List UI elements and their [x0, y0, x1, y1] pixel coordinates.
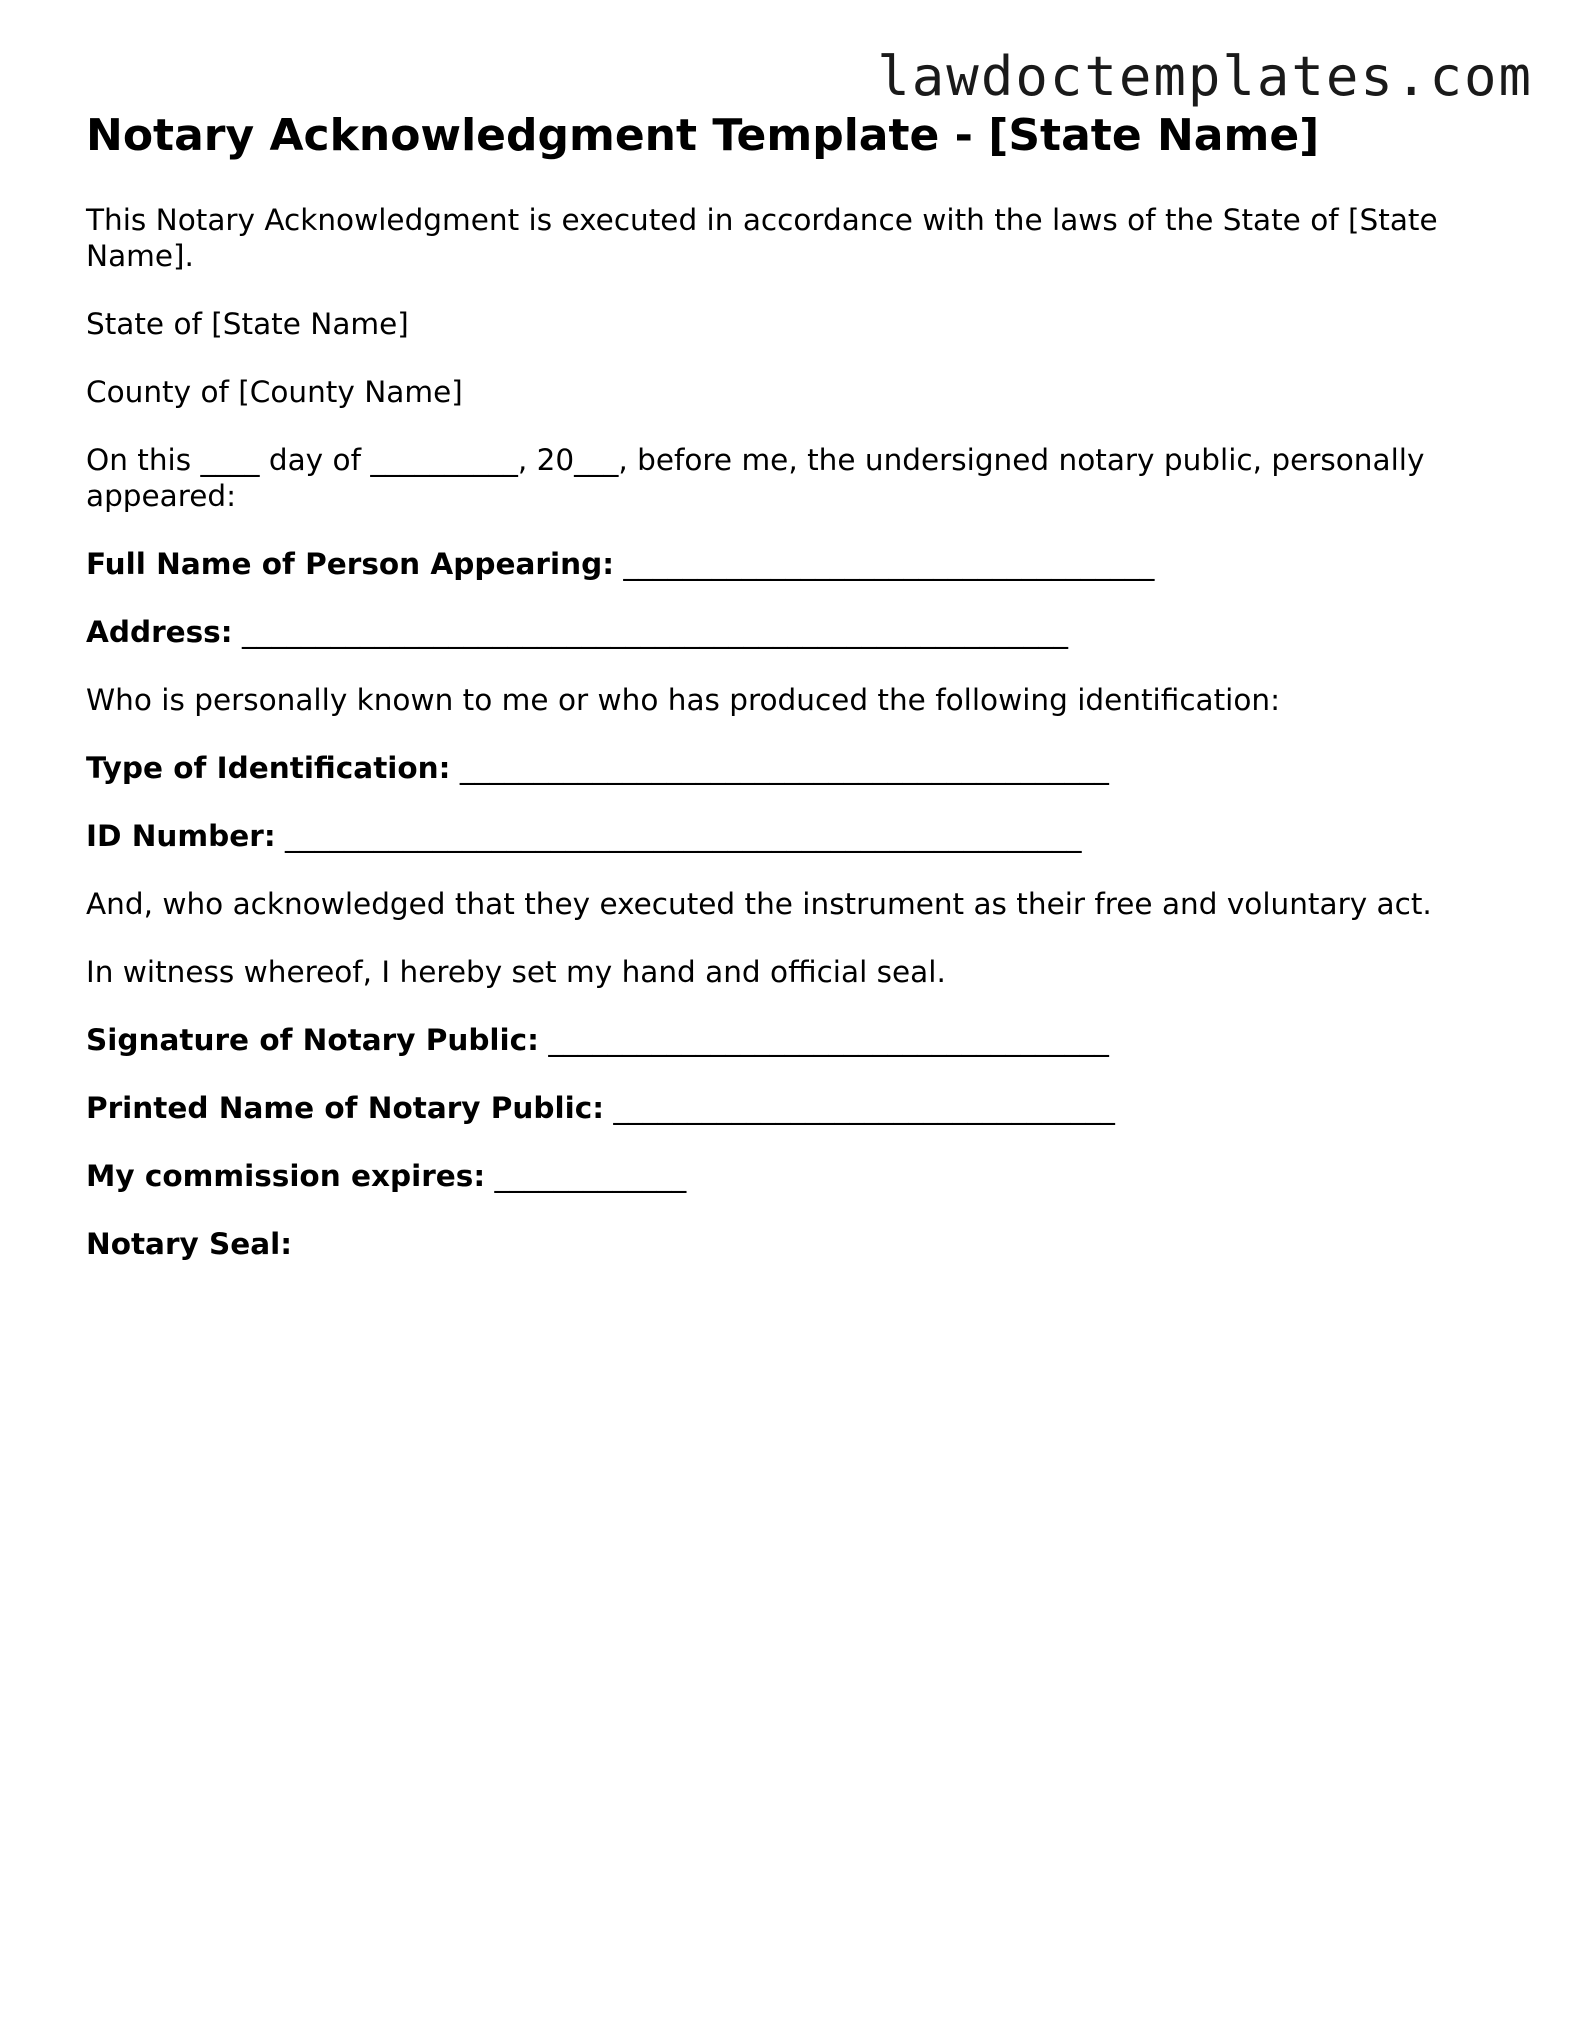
address-blank[interactable]: ________________________________________________________: [241, 615, 1068, 649]
notary-signature-label: Signature of Notary Public:: [86, 1023, 539, 1057]
commission-expires-label: My commission expires:: [86, 1159, 486, 1193]
notary-printed-name-blank[interactable]: __________________________________: [613, 1091, 1115, 1125]
commission-expires-blank[interactable]: _____________: [494, 1159, 687, 1193]
id-number-label: ID Number:: [86, 819, 276, 853]
notary-seal-label: Notary Seal:: [86, 1227, 293, 1261]
id-type-field: [86, 750, 1506, 786]
notary-seal-field: [86, 1226, 1506, 1262]
document-title: Notary Acknowledgment Template - [State Name]: [86, 110, 1320, 161]
id-number-blank[interactable]: ______________________________________________________: [285, 819, 1082, 853]
appearance-line: On this ____ day of __________, 20___, before me, the undersigned notary public, personally appeared:: [86, 443, 1425, 513]
notary-printed-name-label: Printed Name of Notary Public:: [86, 1091, 605, 1125]
notary-printed-name-field: [86, 1090, 1506, 1126]
full-name-blank[interactable]: ____________________________________: [623, 547, 1155, 581]
intro-paragraph: This Notary Acknowledgment is executed in accordance with the laws of the State of [State Name].: [86, 203, 1438, 273]
full-name-field: [86, 546, 1506, 582]
state-line: State of [State Name]: [86, 307, 409, 341]
notary-signature-blank[interactable]: ______________________________________: [548, 1023, 1109, 1057]
county-line: County of [County Name]: [86, 375, 463, 409]
address-label: Address:: [86, 615, 233, 649]
site-watermark: lawdoctemplates.com: [877, 45, 1533, 108]
id-number-field: [86, 818, 1506, 854]
address-field: [86, 614, 1506, 650]
id-type-blank[interactable]: ____________________________________________: [459, 751, 1109, 785]
witness-line: In witness whereof, I hereby set my hand and official seal.: [86, 955, 946, 989]
commission-expires-field: [86, 1158, 1506, 1194]
acknowledgment-line: And, who acknowledged that they executed the instrument as their free and voluntary act.: [86, 887, 1432, 921]
id-type-label: Type of Identification:: [86, 751, 451, 785]
identification-intro: Who is personally known to me or who has produced the following identification:: [86, 683, 1281, 717]
full-name-label: Full Name of Person Appearing:: [86, 547, 614, 581]
document-body: [86, 108, 1506, 1262]
notary-signature-field: [86, 1022, 1506, 1058]
